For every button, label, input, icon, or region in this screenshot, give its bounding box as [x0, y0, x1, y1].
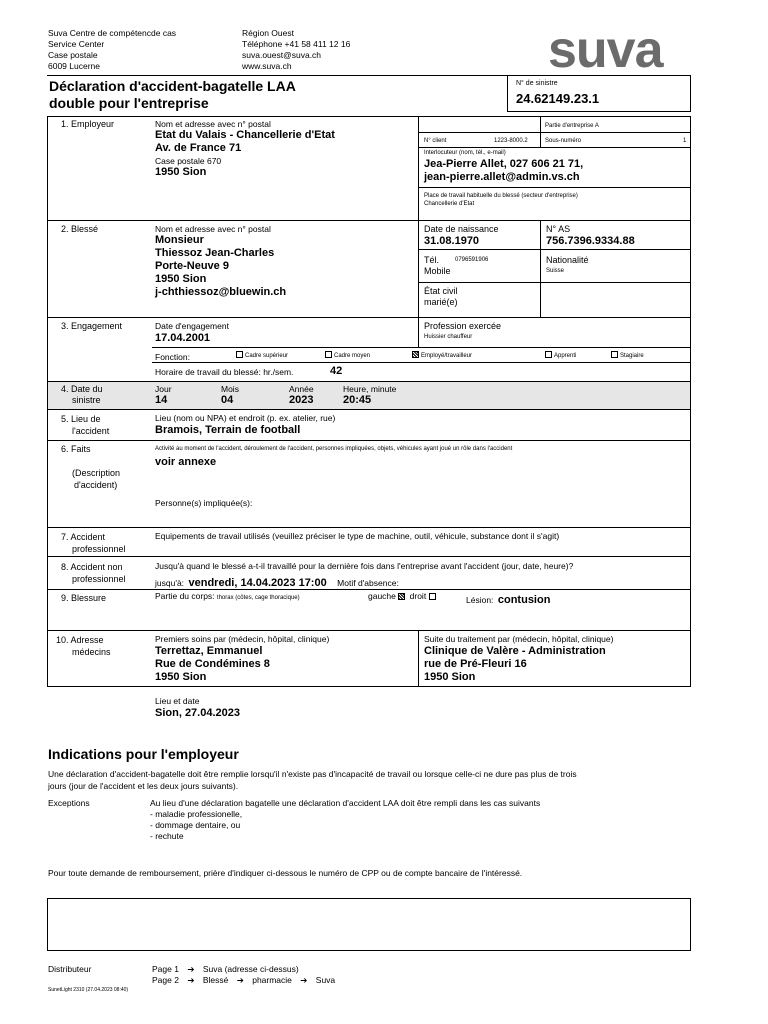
distributor-label: Distributeur	[48, 964, 92, 974]
client-label: N° client	[424, 138, 447, 144]
fonction-label: Fonction:	[155, 352, 190, 362]
option-stagiaire[interactable]	[611, 351, 644, 359]
interlocuteur-value	[424, 158, 583, 184]
instructions-title: Indications pour l'employeur	[48, 746, 239, 762]
engagement-date-value: 17.04.2001	[155, 332, 211, 344]
distribution-page-2	[152, 975, 335, 986]
first-aid-address	[155, 645, 270, 684]
checkbox-icon	[545, 351, 552, 358]
year-value: 2023	[289, 394, 314, 406]
section-7-line: professionnel	[72, 544, 126, 554]
right-label: droit	[409, 591, 427, 601]
option-label: Cadre moyen	[334, 353, 371, 359]
place-label: Place de travail habituelle du blessé (secteur d'entreprise)	[424, 193, 578, 199]
facts-field-label: Activité au moment de l'accident, déroulement de l'accident, personnes impliquées, objets, véhicules ayant joué un rôle dans l'accident	[155, 446, 513, 452]
partie-label: Partie d'entreprise A	[545, 123, 599, 129]
dob-label: Date de naissance	[424, 224, 499, 234]
arrow-right-icon: ➔	[300, 975, 308, 985]
section-10-line: médecins	[72, 647, 111, 657]
section-2-label: 2. Blessé	[61, 224, 99, 234]
title-line-1: Déclaration d'accident-bagatelle LAA	[49, 78, 296, 94]
employer-field-label: Nom et adresse avec n° postal	[155, 119, 271, 129]
treatment-line: rue de Pré-Fleuri 16	[424, 658, 527, 670]
form-title	[49, 78, 296, 112]
injured-line: Monsieur	[155, 234, 204, 246]
option-label: Cadre supérieur	[245, 353, 289, 359]
jusqu-label: jusqu'à:	[155, 578, 185, 588]
section-6-label: 6. Faits	[61, 444, 91, 454]
distribution-page-1	[152, 964, 299, 975]
employer-address	[155, 129, 335, 155]
sinistre-box	[507, 75, 691, 112]
place-date-value: Sion, 27.04.2023	[155, 707, 240, 719]
treatment-address	[424, 645, 606, 684]
lesion-label: Lésion:	[466, 595, 494, 605]
last-work-label: Jusqu'à quand le blessé a-t-il travaillé pour la dernière fois dans l'entreprise avant l'accident (jour, date, heure)?	[155, 561, 574, 571]
bank-account-field[interactable]	[47, 898, 691, 951]
last-work-row	[155, 573, 399, 591]
instructions-line: jours (jour de l'accident et les deux jours suivants).	[48, 781, 239, 791]
place-date-label: Lieu et date	[155, 696, 200, 706]
tel-value: 0796591906	[455, 257, 489, 263]
engagement-date-label: Date d'engagement	[155, 321, 229, 331]
treatment-line: Clinique de Valère - Administration	[424, 645, 606, 657]
region-line: Téléphone +41 58 411 12 16	[242, 39, 351, 49]
option-cadre-superieur[interactable]	[236, 351, 288, 359]
suva-logo: suva	[548, 21, 663, 79]
persons-label: Personne(s) impliquée(s):	[155, 498, 253, 508]
section-8-line: 8. Accident non	[61, 562, 123, 572]
section-5-label	[61, 413, 109, 437]
first-aid-label: Premiers soins par (médecin, hôpital, clinique)	[155, 634, 330, 644]
body-part-value: thorax (côtes, cage thoracique)	[216, 595, 300, 601]
section-3-label: 3. Engagement	[61, 321, 123, 331]
profession-label: Profession exercée	[424, 321, 502, 331]
section-4-line: 4. Date du	[61, 384, 103, 394]
section-8-label	[61, 561, 126, 585]
month-label: Mois	[221, 384, 239, 394]
employer-line: Av. de France 71	[155, 142, 242, 154]
day-label: Jour	[155, 384, 172, 394]
section-6-desc-line: d'accident)	[74, 480, 118, 490]
motif-label: Motif d'absence:	[337, 578, 399, 588]
sinistre-label: N° de sinistre	[516, 80, 558, 87]
section-8-line: professionnel	[72, 574, 126, 584]
instructions-line: Une déclaration d'accident-bagatelle doit être remplie lorsqu'il n'existe pas d'incapacité de travail ou lorsque celle-ci ne dure pas plus de trois	[48, 769, 577, 779]
injured-line: 1950 Sion	[155, 273, 207, 285]
sinistre-number: 24.62149.23.1	[516, 91, 600, 106]
dob-value: 31.08.1970	[424, 235, 480, 247]
section-7-line: 7. Accident	[61, 532, 106, 542]
section-5-line: l'accident	[72, 426, 110, 436]
section-4-label	[61, 384, 103, 406]
body-part-row	[155, 591, 300, 601]
place-field-label: Lieu (nom ou NPA) et endroit (p. ex. atelier, rue)	[155, 413, 336, 423]
first-aid-line: Rue de Condémines 8	[155, 658, 270, 670]
sender-address	[48, 28, 176, 72]
client-value: 1223-8000.2	[494, 138, 528, 144]
time-label: Heure, minute	[343, 384, 397, 394]
interlocuteur-line: jean-pierre.allet@admin.vs.ch	[424, 171, 580, 183]
section-7-label	[61, 531, 126, 555]
employer-city: 1950 Sion	[155, 166, 207, 178]
option-label: Apprenti	[554, 353, 577, 359]
injured-line: Thiessoz Jean-Charles	[155, 247, 275, 259]
option-label: Stagiaire	[620, 353, 644, 359]
page-2-recipient-1: Blessé	[202, 975, 229, 985]
treatment-label: Suite du traitement par (médecin, hôpital, clinique)	[424, 634, 614, 644]
injured-line: Porte-Neuve 9	[155, 260, 229, 272]
checkbox-icon	[325, 351, 332, 358]
mobile-label: Mobile	[424, 266, 451, 276]
page-2-label: Page 2	[152, 975, 179, 985]
body-part-label: Partie du corps:	[155, 591, 215, 601]
time-value: 20:45	[343, 394, 372, 406]
sender-line: Suva Centre de compétencde cas	[48, 28, 177, 38]
exception-item: - dommage dentaire, ou	[150, 820, 241, 830]
section-6-description	[72, 467, 120, 491]
injured-address	[155, 234, 286, 299]
month-value: 04	[221, 394, 234, 406]
checked-checkbox-icon	[412, 351, 419, 358]
civil-label: État civil	[424, 286, 458, 296]
option-employe[interactable]	[412, 351, 472, 359]
section-10-label	[56, 634, 111, 658]
side-options	[368, 591, 438, 601]
nationality-label: Nationalité	[546, 255, 589, 265]
exception-item: - rechute	[150, 831, 184, 841]
exceptions-label: Exceptions	[48, 798, 90, 808]
employer-case: Case postale 670	[155, 156, 222, 166]
page-2-recipient-3: Suva	[315, 975, 336, 985]
sender-line: Case postale	[48, 50, 98, 60]
reimbursement-note: Pour toute demande de remboursement, prière d'indiquer ci-dessous le numéro de CPP ou de compte bancaire de l'intéressé.	[48, 868, 523, 878]
page-1-recipient: Suva (adresse ci-dessus)	[202, 964, 299, 974]
section-9-label: 9. Blessure	[61, 593, 107, 603]
right-checkbox-icon[interactable]	[429, 593, 436, 600]
day-value: 14	[155, 394, 168, 406]
equipment-label: Equipements de travail utilisés (veuillez préciser le type de machine, outil, véhicule, substance dont il s'agit)	[155, 531, 560, 541]
interlocuteur-label: Interlocuteur (nom, tél., e-mail)	[424, 150, 506, 156]
page-2-recipient-2: pharmacie	[252, 975, 292, 985]
profession-value: Huissier chauffeur	[424, 334, 473, 340]
year-label: Année	[289, 384, 314, 394]
region-line: suva.ouest@suva.ch	[242, 50, 322, 60]
nationality-value: Suisse	[546, 268, 565, 274]
checkbox-icon	[611, 351, 618, 358]
form-code: SunetLight 2310 (27.04.2023 08:40)	[48, 987, 129, 993]
left-checked-icon[interactable]	[398, 593, 405, 600]
exceptions-list	[150, 798, 540, 842]
treatment-line: 1950 Sion	[424, 671, 476, 683]
option-cadre-moyen[interactable]	[325, 351, 370, 359]
lesion-value: contusion	[497, 594, 551, 606]
exceptions-intro: Au lieu d'une déclaration bagatelle une déclaration d'accident LAA doit être rempli dans les cas suivants	[150, 798, 541, 808]
page-1-label: Page 1	[152, 964, 179, 974]
first-aid-line: 1950 Sion	[155, 671, 207, 683]
region-contact	[242, 28, 350, 72]
option-label: Employé/travailleur	[421, 353, 473, 359]
region-line: www.suva.ch	[242, 61, 292, 71]
left-label: gauche	[368, 591, 396, 601]
sous-label: Sous-numéro	[545, 138, 582, 144]
interlocuteur-line: Jea-Pierre Allet, 027 606 21 71,	[424, 158, 584, 170]
region-line: Région Ouest	[242, 28, 294, 38]
option-apprenti[interactable]	[545, 351, 576, 359]
injured-field-label: Nom et adresse avec n° postal	[155, 224, 271, 234]
first-aid-line: Terrettaz, Emmanuel	[155, 645, 263, 657]
jusqu-value: vendredi, 14.04.2023 17:00	[188, 577, 327, 589]
section-4-line: sinistre	[72, 395, 101, 405]
facts-value: voir annexe	[155, 456, 217, 468]
injured-line: j-chthiessoz@bluewin.ch	[155, 286, 287, 298]
exception-item: - maladie professionelle,	[150, 809, 243, 819]
title-line-2: double pour l'entreprise	[49, 95, 209, 111]
hours-value: 42	[330, 365, 343, 377]
arrow-right-icon: ➔	[187, 964, 195, 974]
nas-value: 756.7396.9334.88	[546, 235, 635, 247]
section-5-line: 5. Lieu de	[61, 414, 101, 424]
civil-value: marié(e)	[424, 297, 458, 307]
place-value: Chancellerie d'Etat	[424, 201, 475, 207]
sous-value: 1	[683, 138, 687, 144]
section-6-desc-line: (Description	[72, 468, 121, 478]
tel-label: Tél.	[424, 255, 440, 265]
sender-line: 6009 Lucerne	[48, 61, 100, 71]
instructions-paragraph	[48, 768, 577, 792]
arrow-right-icon: ➔	[187, 975, 195, 985]
nas-label: N° AS	[546, 224, 571, 234]
section-1-label: 1. Employeur	[61, 119, 115, 129]
accident-place-value: Bramois, Terrain de football	[155, 424, 301, 436]
section-10-line: 10. Adresse	[56, 635, 104, 645]
lesion-row	[466, 590, 550, 608]
hours-label: Horaire de travail du blessé: hr./sem.	[155, 367, 294, 377]
arrow-right-icon: ➔	[236, 975, 244, 985]
sender-line: Service Center	[48, 39, 105, 49]
employer-line: Etat du Valais - Chancellerie d'Etat	[155, 129, 335, 141]
checkbox-icon	[236, 351, 243, 358]
